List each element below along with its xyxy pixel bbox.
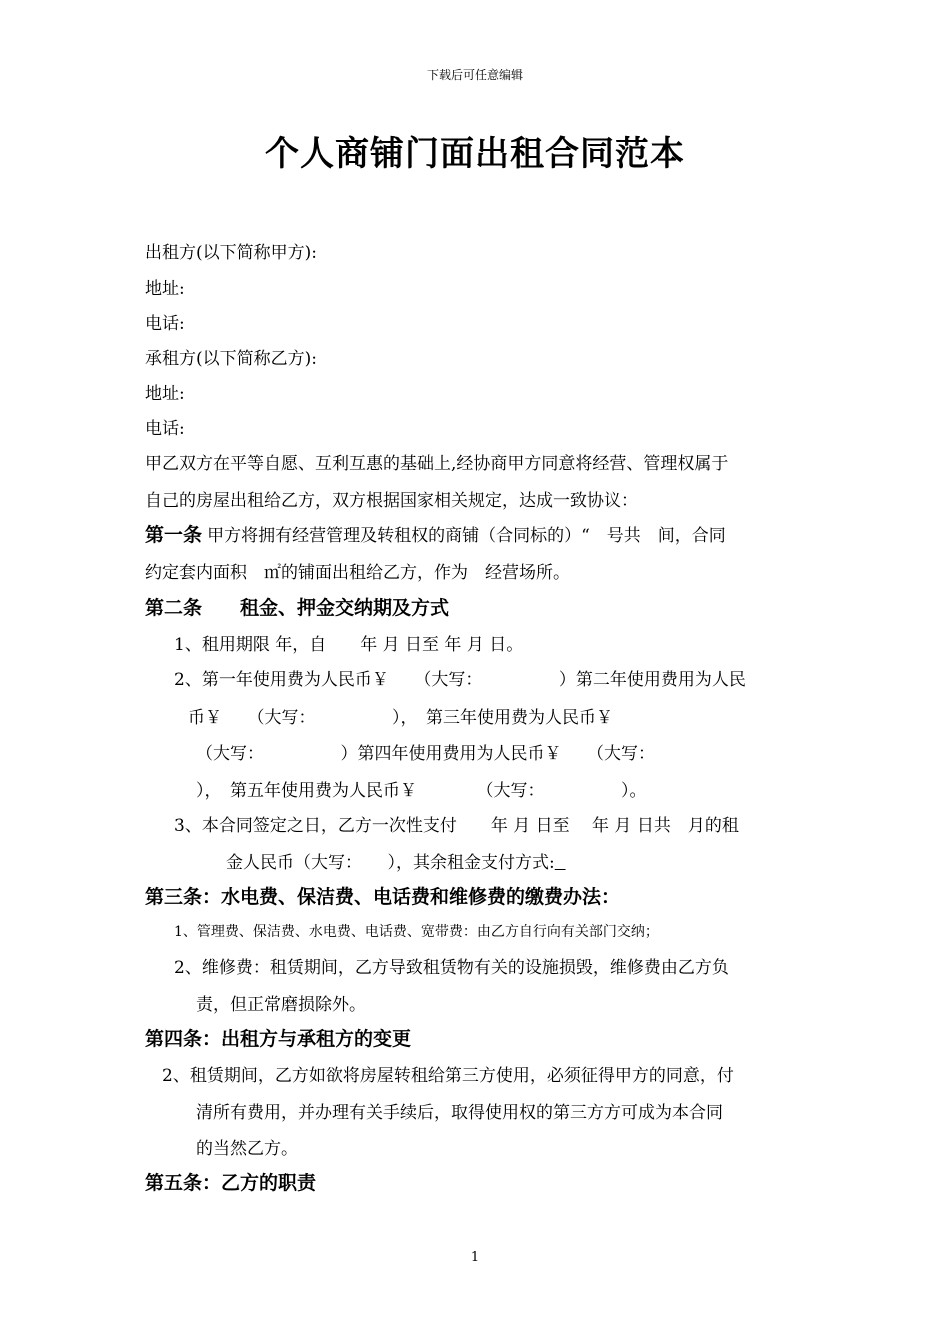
- article-4-heading: 第四条：出租方与承租方的变更: [145, 1028, 412, 1050]
- article-2-heading: 第二条 租金、押金交纳期及方式: [145, 597, 450, 619]
- lessor-label: 出租方(以下简称甲方):: [145, 243, 317, 263]
- article-1-text: 甲方将拥有经营管理及转租权的商铺（合同标的）“ 号共 间，合同: [207, 526, 726, 546]
- lessor-address-label: 地址:: [145, 279, 185, 299]
- article-2-item: ）， 第五年使用费为人民币￥ （大写： ）。: [196, 781, 647, 801]
- preamble-line: 甲乙双方在平等自愿、互利互惠的基础上,经协商甲方同意将经营、管理权属于: [145, 454, 729, 474]
- article-2-item-text: 金人民币（大写： ），其余租金支付方式:: [226, 853, 555, 873]
- preamble-line: 自己的房屋出租给乙方，双方根据国家相关规定，达成一致协议：: [145, 491, 638, 511]
- blank-underline: [555, 853, 566, 873]
- article-4-item: 的当然乙方。: [196, 1139, 298, 1159]
- article-2-item: 3、本合同签定之日，乙方一次性支付 年 月 日至 年 月 日共 月的租: [174, 816, 739, 836]
- lessor-phone-label: 电话:: [145, 314, 185, 334]
- article-2-item: [226, 848, 566, 873]
- article-5-heading: 第五条：乙方的职责: [145, 1172, 317, 1194]
- article-1-heading: 第一条: [145, 524, 203, 546]
- article-2-item: 1、租用期限 年，自 年 月 日至 年 月 日。: [174, 635, 524, 655]
- document-title: 个人商铺门面出租合同范本: [265, 134, 685, 174]
- header-note: 下载后可任意编辑: [426, 68, 523, 82]
- article-3-item: 责，但正常磨损除外。: [196, 995, 366, 1015]
- article-2-item: 2、第一年使用费为人民币￥ （大写： ）第二年使用费用为人民: [174, 670, 746, 690]
- page-number: 1: [470, 1250, 480, 1265]
- article-4-item: 清所有费用，并办理有关手续后，取得使用权的第三方方可成为本合同: [196, 1103, 723, 1123]
- lessee-address-label: 地址:: [145, 384, 185, 404]
- article-1: [145, 520, 726, 547]
- article-2-item: 币￥ （大写： ）， 第三年使用费为人民币￥: [188, 708, 613, 728]
- lessee-phone-label: 电话:: [145, 419, 185, 439]
- article-4-item: 2、租赁期间，乙方如欲将房屋转租给第三方使用，必须征得甲方的同意，付: [162, 1066, 734, 1086]
- lessee-label: 承租方(以下简称乙方):: [145, 349, 317, 369]
- article-3-item: 1、管理费、保洁费、水电费、电话费、宽带费：由乙方自行向有关部门交纳；: [174, 924, 659, 940]
- article-3-item: 2、维修费：租赁期间，乙方导致租赁物有关的设施损毁，维修费由乙方负: [174, 958, 729, 978]
- article-2-item: （大写： ）第四年使用费用为人民币￥ （大写：: [196, 744, 655, 764]
- article-1-text: 约定套内面积 ㎡的铺面出租给乙方，作为 经营场所。: [145, 563, 570, 583]
- article-3-heading: 第三条：水电费、保洁费、电话费和维修费的缴费办法：: [145, 886, 621, 908]
